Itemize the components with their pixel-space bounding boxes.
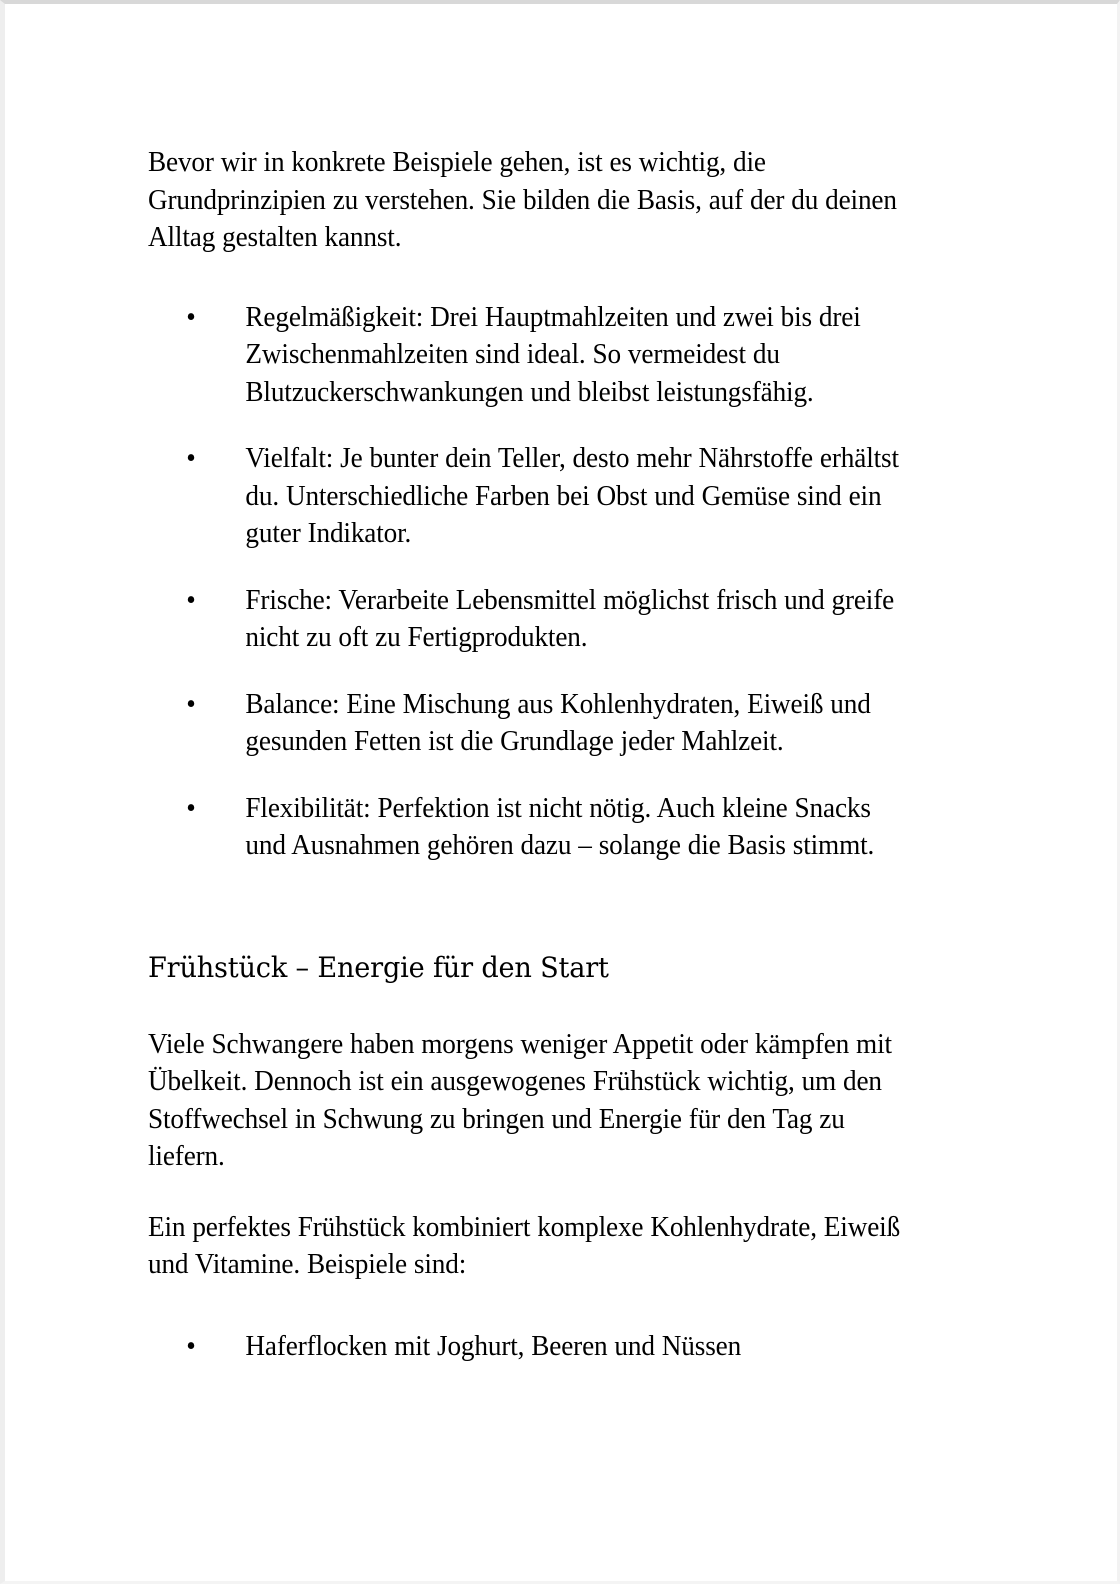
- list-item-text: Regelmäßigkeit: Drei Hauptmahlzeiten und zwei bis drei Zwischenmahlzeiten sind ideal. So vermeidest du Blutzuckerschwankungen und bleibst leistungsfähig.: [245, 301, 861, 408]
- breakfast-section: [148, 950, 948, 986]
- principles-list: [148, 299, 948, 865]
- bullet-icon: •: [186, 443, 196, 474]
- section-heading: Frühstück – Energie für den Start: [148, 950, 609, 984]
- list-item-text: Haferflocken mit Joghurt, Beeren und Nüssen: [245, 1330, 742, 1362]
- list-item-text: Vielfalt: Je bunter dein Teller, desto mehr Nährstoffe erhältst du. Unterschiedliche Farben bei Obst und Gemüse sind ein guter Indikator.: [245, 443, 899, 549]
- list-item: [148, 790, 912, 865]
- list-item: [148, 440, 912, 553]
- bullet-icon: •: [186, 688, 196, 720]
- list-item-text: Flexibilität: Perfektion ist nicht nötig. Auch kleine Snacks und Ausnahmen gehören dazu – solange die Basis stimmt.: [245, 792, 875, 861]
- document-content: [148, 144, 948, 1365]
- list-item: [148, 1328, 912, 1366]
- breakfast-paragraph-1: Viele Schwangere haben morgens weniger Appetit oder kämpfen mit Übelkeit. Dennoch ist ein ausgewogenes Frühstück wichtig, um den Stoffwechsel in Schwung zu bringen und Energie für den Tag zu liefern.: [148, 1028, 892, 1172]
- list-item: [148, 582, 912, 657]
- list-item-text: Balance: Eine Mischung aus Kohlenhydraten, Eiweiß und gesunden Fetten ist die Grundlage jeder Mahlzeit.: [245, 688, 871, 757]
- list-item: [148, 299, 912, 412]
- breakfast-examples-list: [148, 1328, 948, 1366]
- intro-paragraph: Bevor wir in konkrete Beispiele gehen, ist es wichtig, die Grundprinzipien zu verstehen. Sie bilden die Basis, auf der du deinen Alltag gestalten kannst.: [148, 147, 897, 253]
- bullet-icon: •: [186, 301, 196, 333]
- bullet-icon: •: [186, 792, 196, 824]
- bullet-icon: •: [186, 1330, 196, 1362]
- bullet-icon: •: [186, 584, 196, 616]
- list-item-text: Frische: Verarbeite Lebensmittel möglichst frisch und greife nicht zu oft zu Fertigprodukten.: [245, 584, 895, 653]
- list-item: [148, 686, 912, 761]
- breakfast-paragraph-2: Ein perfektes Frühstück kombiniert komplexe Kohlenhydrate, Eiweiß und Vitamine. Beispiele sind:: [148, 1211, 901, 1280]
